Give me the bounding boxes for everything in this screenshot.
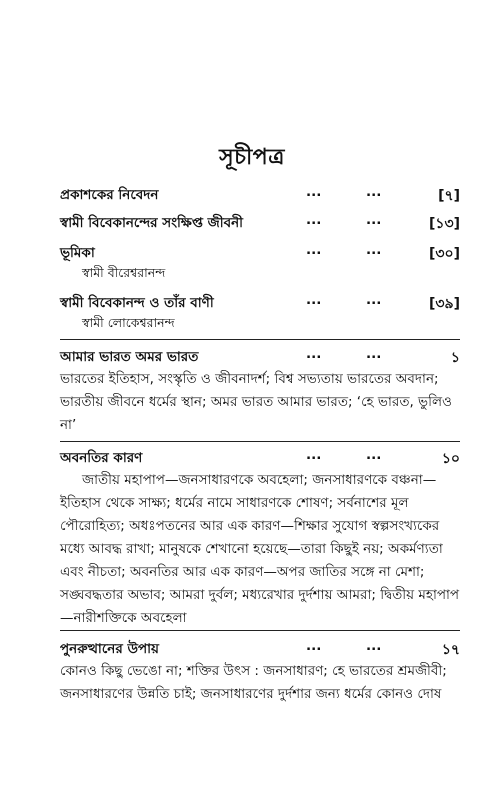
entry-page-number: [৩৯] — [429, 296, 460, 312]
entry-page-number: [৭] — [438, 188, 460, 204]
chapter-description-text: জাতীয় মহাপাপ—জনসাধারণকে অবহেলা; জনসাধারণকে বঞ্চনা—ইতিহাস থেকে সাক্ষ্য; ধর্মের নামে সাধারণকে শোষণ; সর্বনাশের মূল পৌরোহিত্য; অধঃপতনের আর এক কারণ—শিক্ষার সুযোগ স্বল্পসংখ্যকের মধ্যে আবদ্ধ রাখা; মানুষকে শেখানো হয়েছে—তারা কিছুই নয়; অকর্মণ্যতা এবং নীচতা; অবনতির আর এক কারণ—অপর জাতির সঙ্গে না মেশা; সঙ্ঘবদ্ধতার অভাব; আমরা দুর্বল; মধ্যরেখার দুর্দশায় আমরা; দ্বিতীয় মহাপাপ—নারীশক্তিকে অবহেলা — [60, 472, 460, 626]
leader-dots: ... — [306, 346, 322, 362]
entry-label: ভূমিকা — [60, 245, 95, 261]
toc-entry-introduction[interactable] — [60, 242, 460, 282]
leader-dots: ... — [306, 447, 322, 463]
leader-dots: ... — [366, 184, 382, 200]
chapter-description — [60, 469, 460, 630]
chapter-description — [60, 368, 460, 437]
page-title: সূচীপত্র — [219, 145, 285, 170]
leader-dots: ... — [366, 212, 382, 228]
entry-author: স্বামী লোকেশ্বরানন্দ — [82, 315, 175, 330]
toc-entry-publisher-note[interactable] — [60, 184, 460, 206]
leader-dots: ... — [306, 212, 322, 228]
leader-dots: ... — [306, 184, 322, 200]
toc-entry-vivekananda-message[interactable] — [60, 292, 460, 332]
entry-label: স্বামী বিবেকানন্দ ও তাঁর বাণী — [60, 295, 214, 311]
toc-chapter-my-india[interactable] — [60, 346, 460, 437]
toc-chapter-causes-of-decline[interactable] — [60, 447, 460, 630]
chapter-page-number: ১৭ — [441, 642, 460, 658]
leader-dots: ... — [366, 346, 382, 362]
leader-dots: ... — [366, 292, 382, 308]
leader-dots: ... — [366, 447, 382, 463]
entry-label: প্রকাশকের নিবেদন — [60, 187, 159, 203]
chapter-description-text: কোনও কিছু ভেঙো না; শক্তির উৎস : জনসাধারণ; হে ভারতের শ্রমজীবী; জনসাধারণের উন্নতি চাই; জনসাধারণের দুর্দশার জন্য ধর্মের কোনও দোষ — [60, 663, 447, 702]
leader-dots: ... — [366, 242, 382, 258]
chapter-label: আমার ভারত অমর ভারত — [60, 349, 199, 365]
section-divider — [60, 339, 460, 340]
leader-dots: ... — [366, 638, 382, 654]
entry-label: স্বামী বিবেকানন্দের সংক্ষিপ্ত জীবনী — [60, 215, 243, 231]
leader-dots: ... — [306, 242, 322, 258]
section-divider — [60, 630, 460, 631]
chapter-label: পুনরুত্থানের উপায় — [60, 641, 159, 657]
entry-author: স্বামী বীরেশ্বরানন্দ — [82, 265, 166, 280]
toc-entry-biography[interactable] — [60, 212, 460, 234]
section-divider — [60, 441, 460, 442]
chapter-description — [60, 660, 460, 706]
leader-dots: ... — [306, 638, 322, 654]
toc-chapter-means-of-revival[interactable] — [60, 638, 460, 706]
entry-page-number: [১৩] — [429, 216, 460, 232]
entry-page-number: [৩০] — [428, 246, 460, 262]
chapter-page-number: ১০ — [441, 451, 460, 467]
chapter-page-number: ১ — [450, 350, 460, 366]
leader-dots: ... — [306, 292, 322, 308]
chapter-label: অবনতির কারণ — [60, 450, 143, 466]
chapter-description-text: ভারতের ইতিহাস, সংস্কৃতি ও জীবনাদর্শ; বিশ্ব সভ্যতায় ভারতের অবদান; ভারতীয় জীবনে ধর্মের স্থান; অমর ভারত আমার ভারত; ‘হে ভারত, ভুলিও না’ — [60, 371, 452, 433]
